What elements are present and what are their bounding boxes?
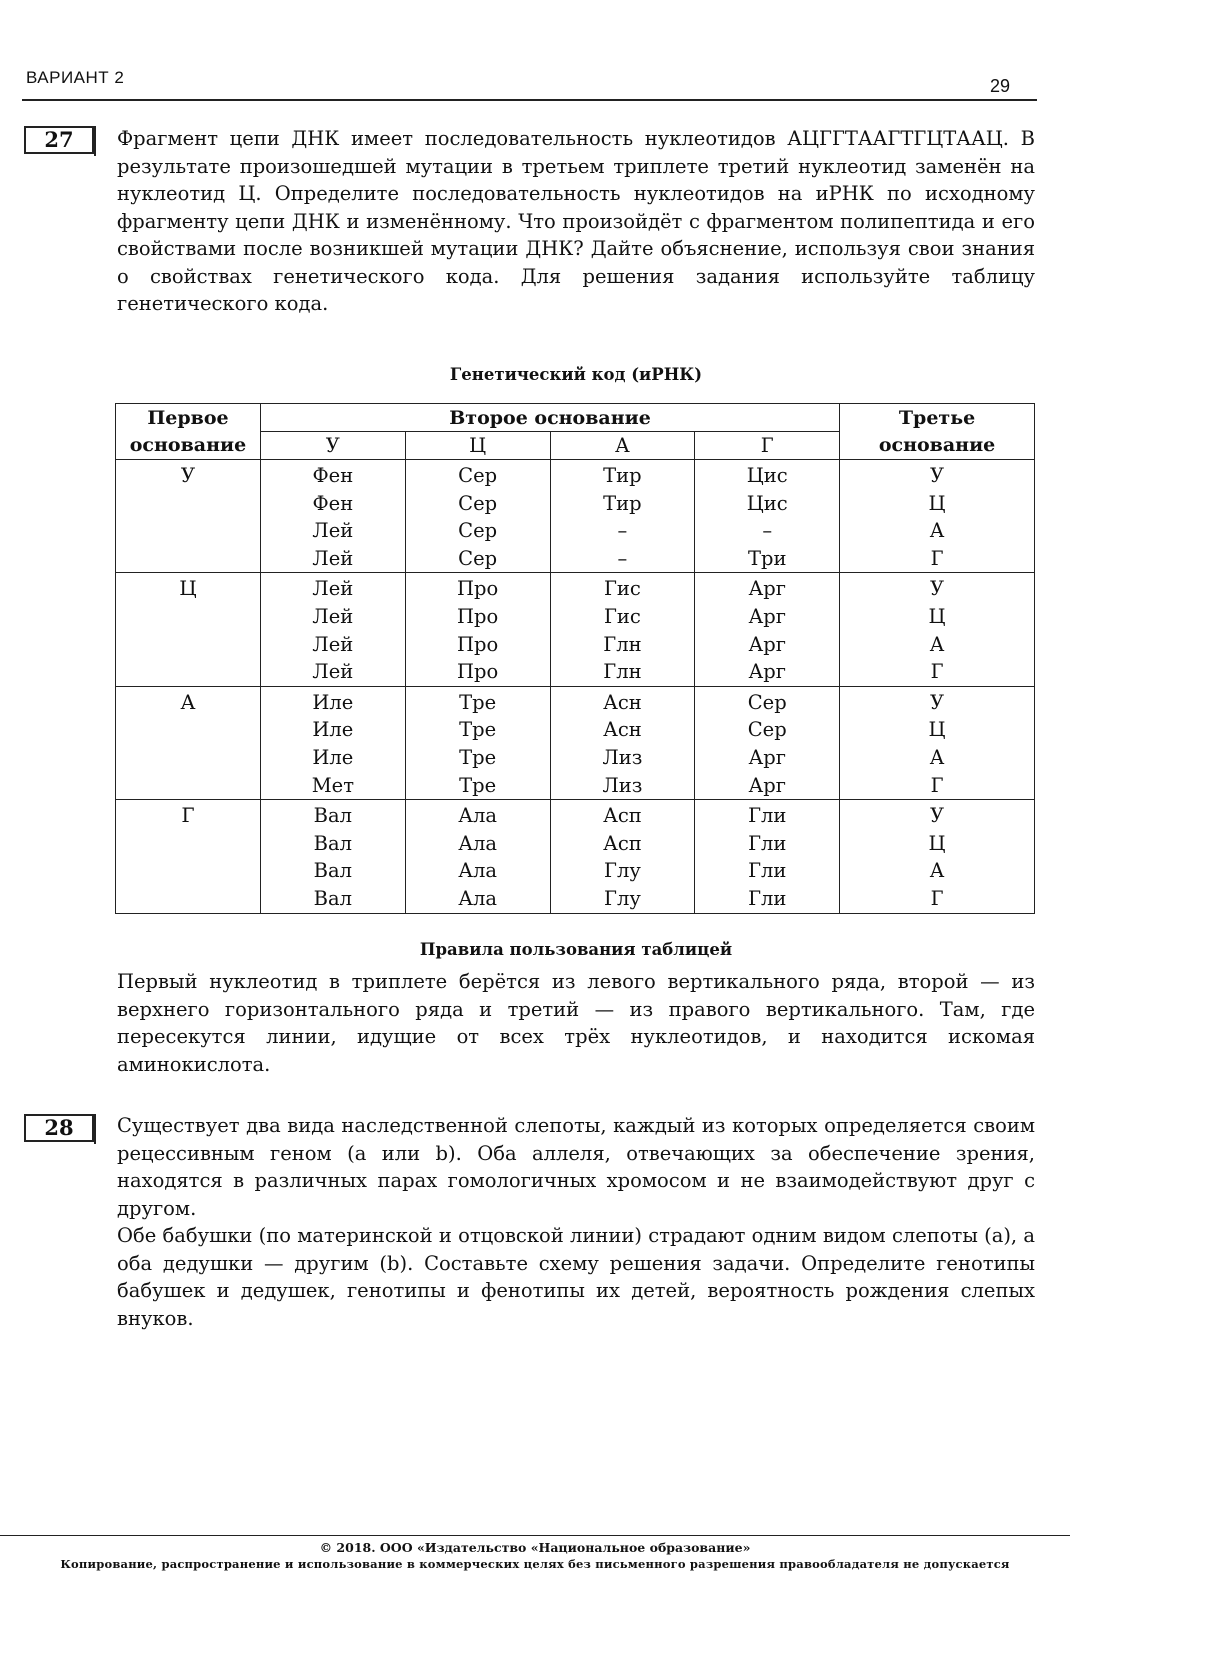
amino-acid-cell	[550, 460, 695, 573]
rules-text: Первый нуклеотид в триплете берётся из левого вертикального ряда, второй — из верхнего горизонтального ряда и третий — из правого вертикального. Там, где пересекутся линии, идущие от всех трёх нуклеотидов, и находится искомая аминокислота.	[117, 970, 1035, 1076]
amino-acid: Тре	[459, 745, 497, 769]
amino-acid: Цис	[746, 491, 788, 515]
task-number-27	[24, 126, 94, 154]
amino-acid-cell	[405, 573, 550, 686]
amino-acid: Гли	[748, 886, 787, 910]
second-base-header: Второе основание	[260, 404, 839, 432]
footer-copyright: © 2018. ООО «Издательство «Национальное образование»	[319, 1540, 751, 1555]
header-divider	[22, 99, 1037, 101]
amino-acid-cell	[695, 686, 840, 799]
amino-acid: Арг	[748, 604, 786, 628]
amino-acid-cell	[695, 573, 840, 686]
amino-acid: Гис	[604, 577, 641, 601]
code-row-group	[116, 460, 1035, 573]
code-row-group	[116, 686, 1035, 799]
third-base-value: У	[930, 577, 945, 601]
footer-rights: Копирование, распространение и использование в коммерческих целях без письменного разрешения правообладателя не допускается	[60, 1557, 1010, 1571]
amino-acid: Вал	[313, 804, 352, 828]
amino-acid: Вал	[313, 886, 352, 910]
third-base-value: А	[929, 632, 945, 656]
amino-acid: Вал	[313, 859, 352, 883]
amino-acid: Лей	[312, 604, 354, 628]
first-base-value: Г	[181, 803, 195, 828]
amino-acid: Тре	[459, 773, 497, 797]
amino-acid: Про	[457, 604, 499, 628]
amino-acid: Сер	[747, 718, 787, 742]
amino-acid: Глн	[603, 660, 642, 684]
amino-acid-cell	[550, 573, 695, 686]
third-base-value: Г	[930, 773, 944, 797]
task-number-28-label: 28	[44, 1115, 74, 1140]
genetic-code-table	[115, 403, 1035, 914]
amino-acid: Про	[457, 660, 499, 684]
amino-acid: Сер	[747, 690, 787, 714]
amino-acid: Цис	[746, 464, 788, 487]
third-base-cell	[840, 460, 1035, 573]
amino-acid: Арг	[748, 577, 786, 601]
amino-acid: Фен	[312, 464, 354, 487]
task-number-tick	[94, 126, 96, 156]
third-base-value: Ц	[928, 604, 946, 628]
first-base-cell	[116, 573, 261, 686]
amino-acid: Ала	[458, 831, 498, 855]
third-base-value: А	[929, 519, 945, 543]
amino-acid-cell	[550, 800, 695, 913]
amino-acid: Гис	[604, 604, 641, 628]
amino-acid-cell	[260, 573, 405, 686]
third-base-value: Ц	[928, 831, 946, 855]
amino-acid: Про	[457, 632, 499, 656]
amino-acid: Тир	[603, 491, 642, 515]
amino-acid: Ала	[458, 859, 498, 883]
amino-acid: Асп	[603, 804, 642, 828]
amino-acid: Сер	[458, 519, 498, 543]
amino-acid: Три	[747, 546, 787, 570]
amino-acid: Лиз	[602, 773, 643, 797]
amino-acid: Сер	[458, 464, 498, 487]
first-base-cell	[116, 460, 261, 573]
amino-acid: Мет	[311, 773, 354, 797]
third-base-value: Г	[930, 660, 944, 684]
first-base-value: У	[180, 463, 196, 487]
third-base-value: Ц	[928, 491, 946, 515]
amino-acid: Асн	[603, 690, 642, 714]
third-base-value: Г	[930, 546, 944, 570]
third-base-value: У	[930, 804, 945, 828]
second-base-a: А	[550, 432, 695, 460]
first-base-value: Ц	[179, 576, 197, 601]
amino-acid: Иле	[312, 690, 354, 714]
third-base-value: Г	[930, 886, 944, 910]
third-base-value: А	[929, 859, 945, 883]
amino-acid-cell	[405, 800, 550, 913]
first-base-cell	[116, 686, 261, 799]
rules-title: Правила пользования таблицей	[419, 940, 733, 959]
amino-acid: Лей	[312, 632, 354, 656]
amino-acid: Ала	[458, 804, 498, 828]
amino-acid: Глн	[603, 632, 642, 656]
amino-acid: Ала	[458, 886, 498, 910]
amino-acid: Лей	[312, 577, 354, 601]
amino-acid: Арг	[748, 632, 786, 656]
third-base-cell	[840, 686, 1035, 799]
third-base-cell	[840, 573, 1035, 686]
amino-acid: Про	[457, 577, 499, 601]
third-base-value: А	[929, 745, 945, 769]
code-table-body	[116, 460, 1035, 914]
amino-acid: Иле	[312, 718, 354, 742]
amino-acid: Вал	[313, 831, 352, 855]
first-base-cell	[116, 800, 261, 913]
amino-acid: Сер	[458, 491, 498, 515]
amino-acid: Тре	[459, 690, 497, 714]
third-base-cell	[840, 800, 1035, 913]
amino-acid: Гли	[748, 831, 787, 855]
third-base-header: Третье основание	[840, 404, 1035, 460]
amino-acid: Тир	[603, 464, 642, 487]
page-number: 29	[990, 76, 1011, 96]
code-table-title: Генетический код (иРНК)	[449, 365, 703, 384]
task-number-tick	[94, 1114, 96, 1144]
amino-acid-cell	[260, 686, 405, 799]
second-base-g: Г	[695, 432, 840, 460]
third-base-value: У	[930, 690, 945, 714]
amino-acid: Арг	[748, 745, 786, 769]
amino-acid: Глу	[604, 886, 641, 910]
amino-acid: Лиз	[602, 745, 643, 769]
code-row-group	[116, 800, 1035, 913]
variant-label: ВАРИАНТ 2	[26, 68, 125, 87]
amino-acid-cell	[260, 460, 405, 573]
amino-acid: Лей	[312, 546, 354, 570]
amino-acid: Лей	[312, 660, 354, 684]
amino-acid: –	[617, 519, 628, 543]
amino-acid: Арг	[748, 660, 786, 684]
amino-acid: Сер	[458, 546, 498, 570]
footer-divider	[0, 1535, 1070, 1536]
amino-acid: Глу	[604, 859, 641, 883]
task-number-28	[24, 1114, 94, 1142]
amino-acid: –	[617, 546, 628, 570]
amino-acid: Лей	[312, 519, 354, 543]
amino-acid: Фен	[312, 491, 354, 515]
amino-acid-cell	[260, 800, 405, 913]
amino-acid-cell	[405, 686, 550, 799]
amino-acid-cell	[695, 460, 840, 573]
second-base-u: У	[260, 432, 405, 460]
amino-acid: Асн	[603, 718, 642, 742]
task-28-text	[117, 1112, 1035, 1332]
amino-acid: –	[762, 519, 773, 543]
amino-acid: Тре	[459, 718, 497, 742]
third-base-value: Ц	[928, 718, 946, 742]
second-base-c: Ц	[405, 432, 550, 460]
third-base-value: У	[930, 464, 945, 487]
task-28-paragraph-1: Существует два вида наследственной слепоты, каждый из которых определяется своим рецессивным геном (a или b). Оба аллеля, отвечающих за обеспечение зрения, находятся в различных парах гомологичных хромосом и не взаимодействуют друг с другом.	[117, 1114, 1035, 1220]
first-base-value: А	[180, 689, 196, 714]
task-27-text: Фрагмент цепи ДНК имеет последовательность нуклеотидов АЦГГТААГТГЦТААЦ. В результате произошедшей мутации в третьем триплете третий нуклеотид заменён на нуклеотид Ц. Определите последовательность нуклеотидов на иРНК по исходному фрагменту цепи ДНК и изменённому. Что произойдёт с фрагментом полипептида и его свойствами после возникшей мутации ДНК? Дайте объяснение, используя свои знания о свойствах генетического кода. Для решения задания используйте таблицу генетического кода.	[117, 127, 1035, 315]
task-28-paragraph-2: Обе бабушки (по материнской и отцовской линии) страдают одним видом слепоты (a), а оба дедушки — другим (b). Составьте схему решения задачи. Определите генотипы бабушек и дедушек, генотипы и фенотипы их детей, вероятность рождения слепых внуков.	[117, 1224, 1035, 1330]
code-row-group	[116, 573, 1035, 686]
amino-acid: Гли	[748, 859, 787, 883]
amino-acid: Иле	[312, 745, 354, 769]
amino-acid: Асп	[603, 831, 642, 855]
first-base-header: Первое основание	[116, 404, 261, 460]
amino-acid: Гли	[748, 804, 787, 828]
amino-acid: Арг	[748, 773, 786, 797]
amino-acid-cell	[695, 800, 840, 913]
task-number-27-label: 27	[44, 127, 74, 152]
amino-acid-cell	[550, 686, 695, 799]
amino-acid-cell	[405, 460, 550, 573]
